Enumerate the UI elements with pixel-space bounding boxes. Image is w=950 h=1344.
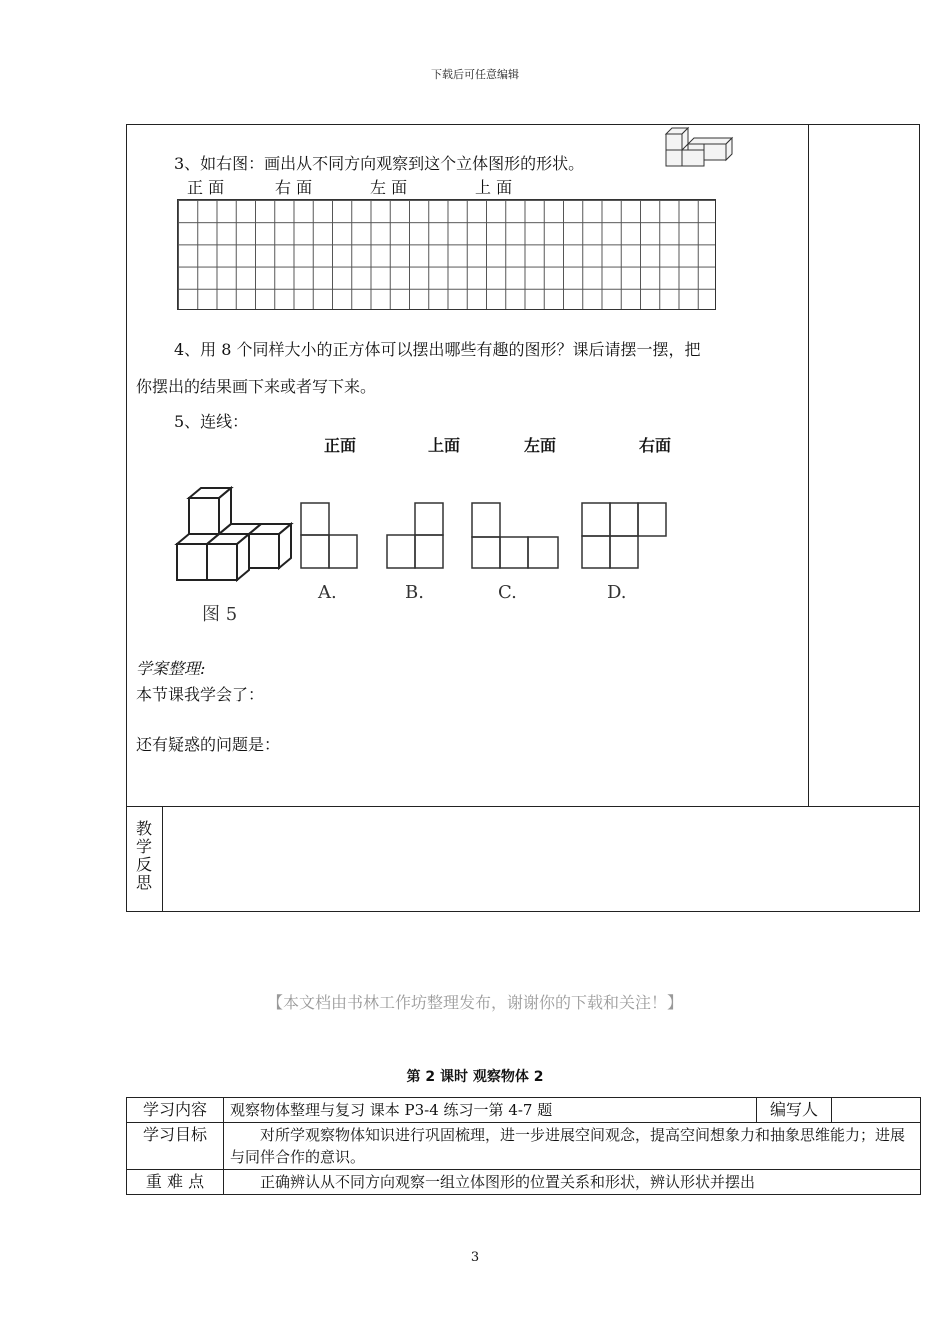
option-c-label: C. [498, 582, 517, 603]
page-number: 3 [470, 1250, 480, 1265]
option-b-label: B. [405, 582, 424, 603]
cube-figure-q3 [660, 124, 735, 172]
question-5: 5、连线： [174, 412, 249, 431]
author-label: 编写人 [757, 1098, 832, 1123]
page-header-note: 下载后可任意编辑 [431, 68, 519, 81]
reflection-label: 教学反思 [135, 819, 152, 892]
summary-title: 学案整理: [136, 659, 206, 678]
option-c-shape [471, 502, 561, 570]
summary-learned: 本节课我学会了： [136, 685, 265, 704]
match-label-left: 左面 [524, 436, 557, 455]
lesson-2-table [126, 1097, 921, 1195]
view-label-right: 右 面 [275, 178, 313, 197]
row-label-goals: 学习目标 [127, 1123, 224, 1170]
row-content-study: 观察物体整理与复习 课本 P3-4 练习一第 4-7 题 [224, 1098, 757, 1123]
column-divider [808, 124, 809, 807]
table-row [127, 1123, 921, 1170]
match-label-top: 上面 [428, 436, 461, 455]
option-b-shape [386, 502, 446, 570]
question-4-line2: 你摆出的结果画下来或者写下来。 [136, 377, 377, 396]
option-a-label: A. [318, 582, 337, 603]
row-label-key-points: 重 难 点 [127, 1170, 224, 1195]
drawing-grid [177, 199, 716, 310]
view-label-top: 上 面 [475, 178, 513, 197]
match-label-right: 右面 [639, 436, 672, 455]
summary-questions: 还有疑惑的问题是： [136, 735, 281, 754]
table-row [127, 1098, 921, 1123]
question-4-line1: 4、用 8 个同样大小的正方体可以摆出哪些有趣的图形？课后请摆一摆，把 [174, 340, 701, 359]
table-row [127, 1170, 921, 1195]
row-content-key-points: 正确辨认从不同方向观察一组立体图形的位置关系和形状，辨认形状并摆出 [224, 1170, 921, 1195]
view-label-left: 左 面 [370, 178, 408, 197]
question-3: 3、如右图：画出从不同方向观察到这个立体图形的形状。 [174, 154, 585, 173]
row-content-goals: 对所学观察物体知识进行巩固梳理，进一步进展空间观念，提高空间想象力和抽象思维能力；进展与同伴合作的意识。 [224, 1123, 921, 1170]
match-label-front: 正面 [324, 436, 357, 455]
author-value [832, 1098, 921, 1123]
lesson-2-title: 第 2 课时 观察物体 2 [406, 1069, 544, 1085]
option-a-shape [300, 502, 360, 570]
cube-figure-5 [172, 484, 297, 584]
option-d-shape [581, 502, 669, 570]
row-divider [126, 806, 920, 807]
reflection-divider [162, 806, 163, 912]
publisher-note: 【本文档由书林工作坊整理发布，谢谢你的下载和关注！】 [266, 993, 683, 1012]
figure-5-caption: 图 5 [202, 604, 238, 625]
option-d-label: D. [607, 582, 627, 603]
row-label-content: 学习内容 [127, 1098, 224, 1123]
view-label-front: 正 面 [187, 178, 225, 197]
